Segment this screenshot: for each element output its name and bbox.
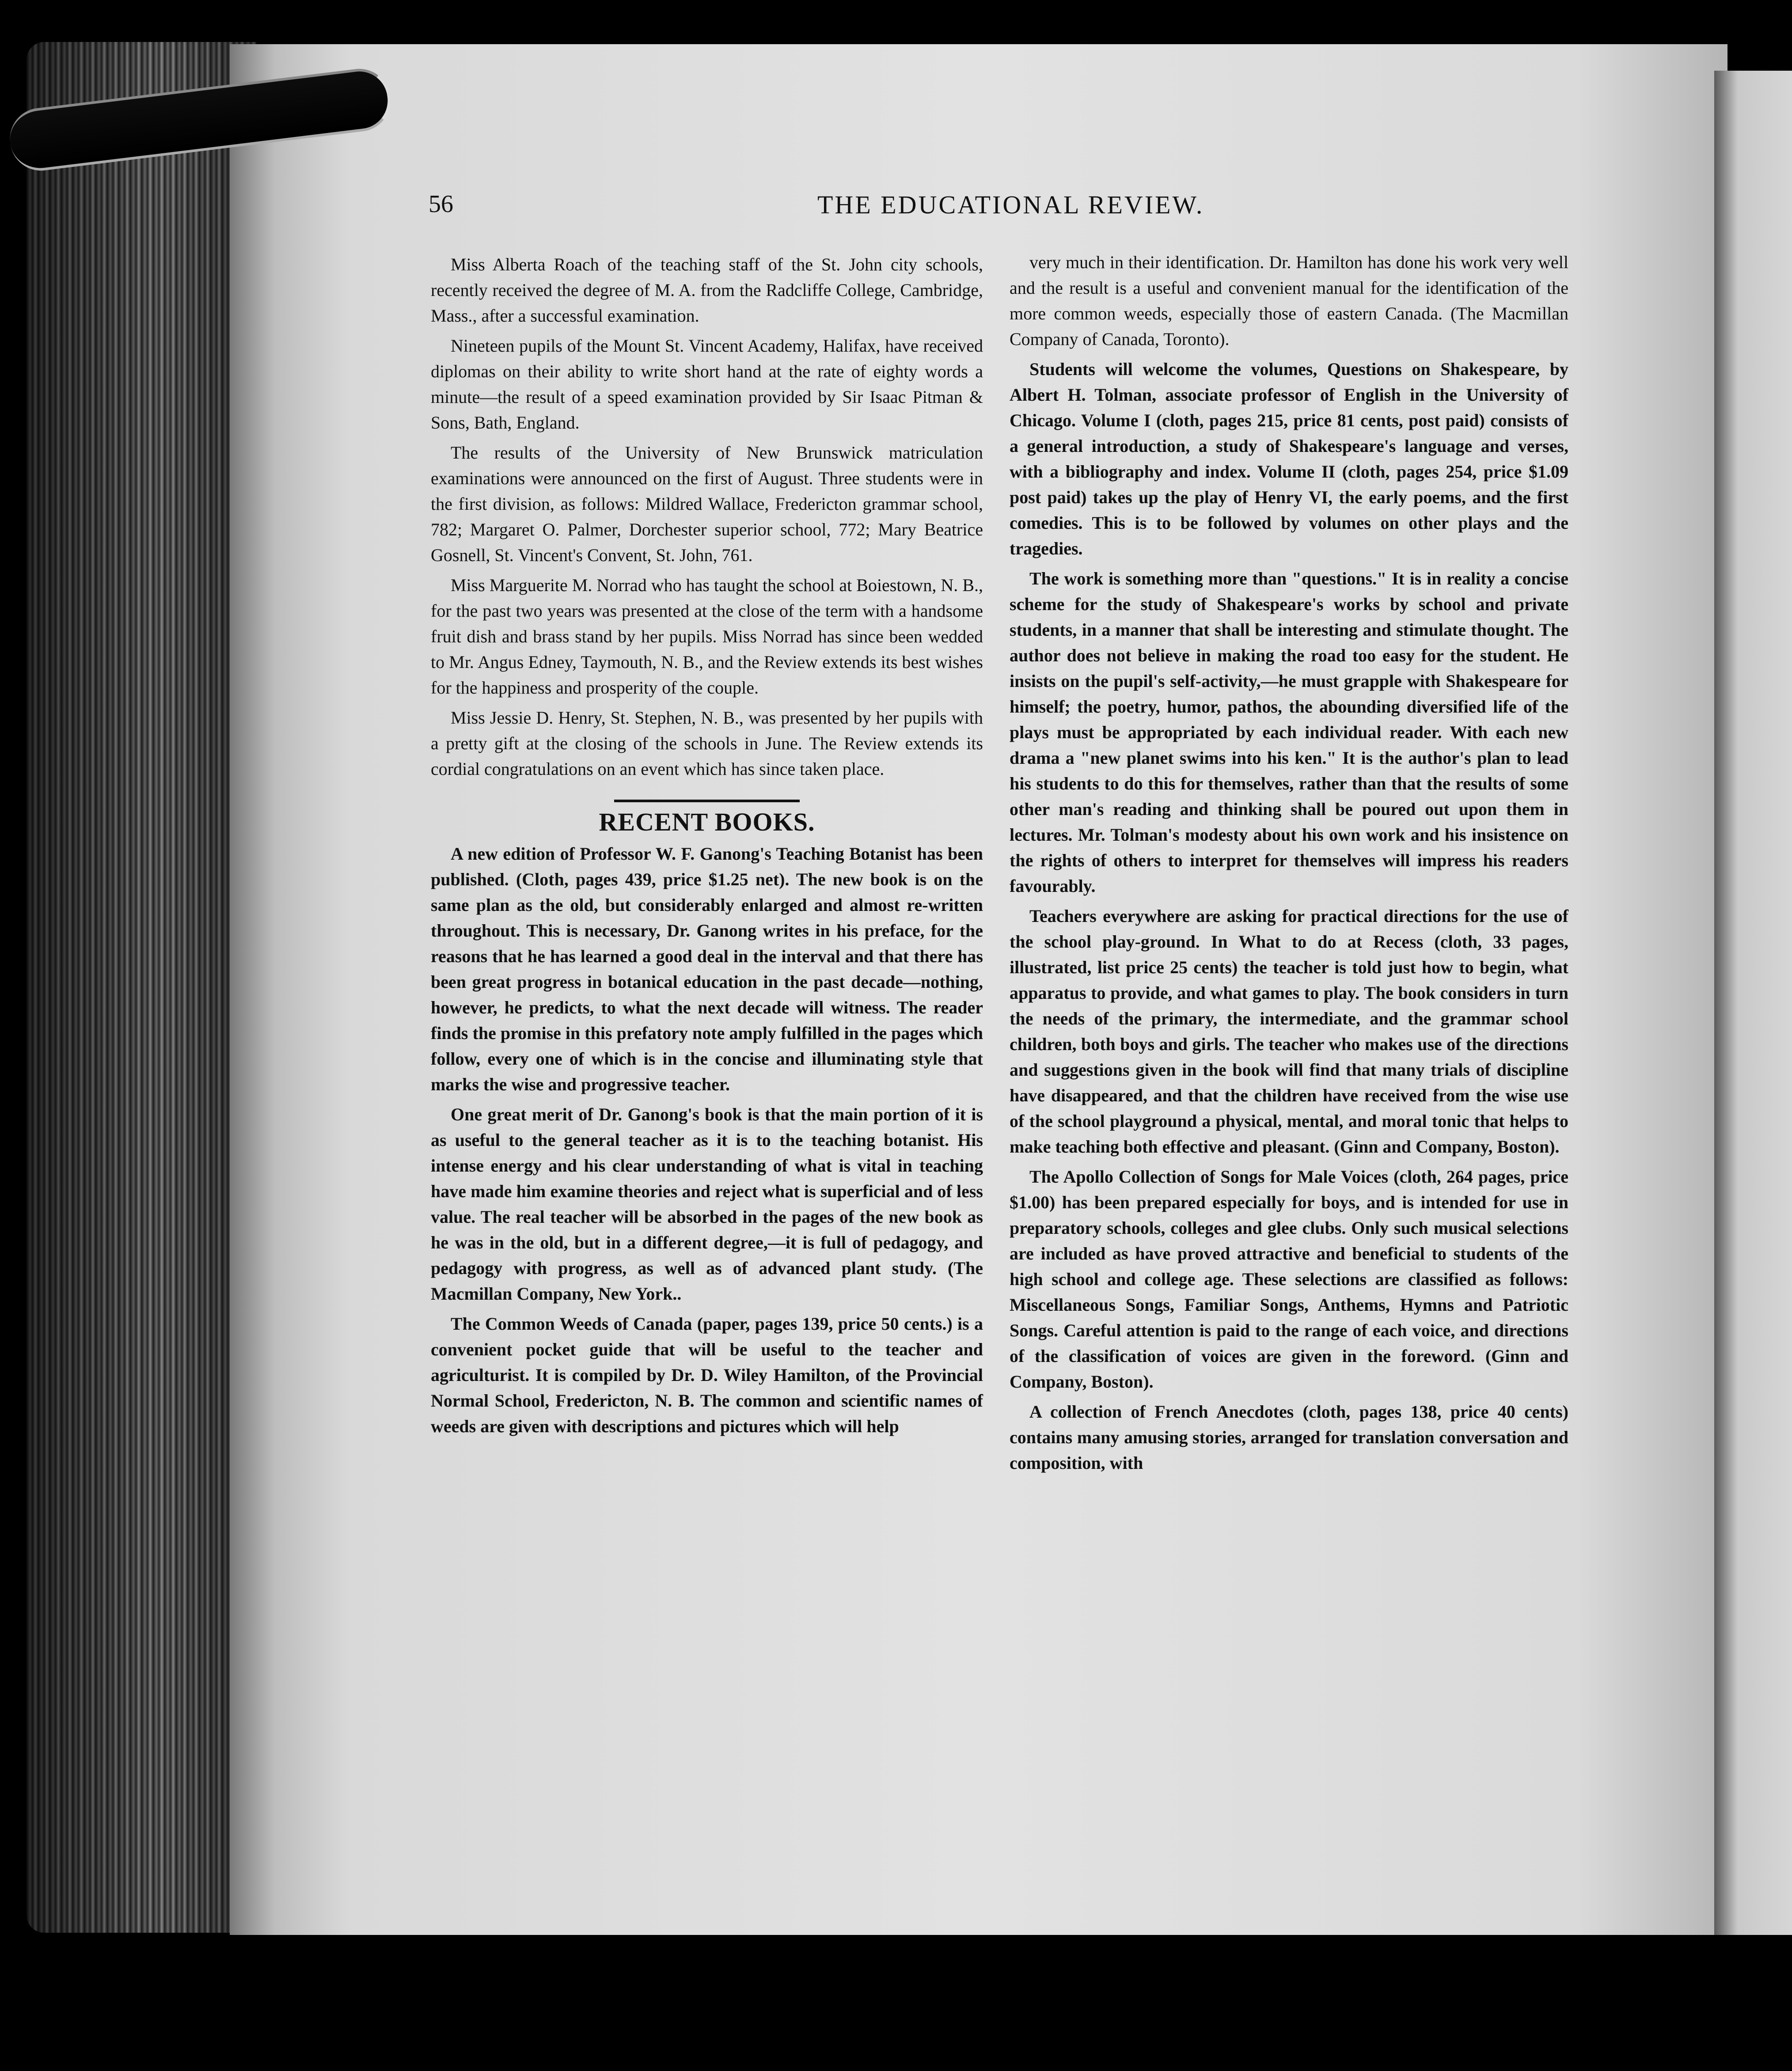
page-number: 56 bbox=[429, 190, 453, 218]
section-title: RECENT BOOKS. bbox=[599, 808, 815, 836]
section-divider bbox=[614, 800, 800, 802]
book-review-paragraph: A new edition of Professor W. F. Ganong's Teaching Botanist has been published. (Cloth, pages 439, price $1.25 net). The new book is on the same plan as the old, but considerably enlarged and almost re-written throughout. This is necessary, Dr. Ganong writes in his preface, for the reasons that he has learned a good deal in the interval and that there has been great progress in botanical education in the past decade—nothing, however, he predicts, to what the next decade will witness. The reader finds the promise in this prefatory note amply fulfilled in the pages which follow, every one of which is in the concise and illuminating style that marks the wise and progressive teacher. bbox=[431, 844, 983, 1094]
bottom-shadow bbox=[230, 1935, 1792, 2071]
book-review-paragraph: very much in their identification. Dr. Hamilton has done his work very well and the result is a useful and convenient manual for the identification of the more common weeds, especially those of eastern Canada. (The Macmillan Company of Canada, Toronto). bbox=[1010, 252, 1568, 349]
left-column bbox=[431, 252, 983, 1444]
book-review-paragraph: One great merit of Dr. Ganong's book is that the main portion of it is as useful to the general teacher as it is to the teaching botanist. His intense energy and his clear understanding of what is vital in teaching have made him examine theories and reject what is superficial and of less value. The real teacher will be absorbed in the pages of the new book as he was in the old, but in a different degree,—it is full of pedagogy, and pedagogy with progress, as well as of advanced plant study. (The Macmillan Company, New York.. bbox=[431, 1104, 983, 1304]
book-review-paragraph: The Common Weeds of Canada (paper, pages 139, price 50 cents.) is a convenient pocket guide that will be useful to the teacher and agriculturist. It is compiled by Dr. D. Wiley Hamilton, of the Provincial Normal School, Fredericton, N. B. The common and scientific names of weeds are given with descriptions and pictures which will help bbox=[431, 1314, 983, 1436]
page-header bbox=[429, 190, 1577, 225]
news-paragraph: Miss Alberta Roach of the teaching staff of the St. John city schools, recently received the degree of M. A. from the Radcliffe College, Cambridge, Mass., after a successful examination. bbox=[431, 254, 983, 326]
news-paragraph: Nineteen pupils of the Mount St. Vincent Academy, Halifax, have received diplomas on their ability to write short hand at the rate of eighty words a minute—the result of a speed examination provided by Sir Isaac Pitman & Sons, Bath, England. bbox=[431, 336, 983, 432]
book-review-paragraph: A collection of French Anecdotes (cloth, pages 138, price 40 cents) contains many amusing stories, arranged for translation conversation and composition, with bbox=[1010, 1402, 1568, 1473]
book-page-edges bbox=[27, 42, 256, 1933]
right-column bbox=[1010, 250, 1568, 1480]
book-review-paragraph: Students will welcome the volumes, Questions on Shakespeare, by Albert H. Tolman, associate professor of English in the University of Chicago. Volume I (cloth, pages 215, price 81 cents, post paid) consists of a general introduction, a study of Shakespeare's language and verses, with a bibliography and index. Volume II (cloth, pages 254, price $1.09 post paid) takes up the play of Henry VI, the early poems, and the first comedies. This is to be followed by volumes on other plays and the tragedies. bbox=[1010, 359, 1568, 558]
facing-page-edge bbox=[1714, 71, 1792, 1970]
book-review-paragraph: The Apollo Collection of Songs for Male Voices (cloth, 264 pages, price $1.00) has been prepared especially for boys, and is intended for use in preparatory schools, colleges and glee clubs. Only such musical selections are included as have proved attractive and beneficial to students of the high school and college age. These selections are classified as follows: Miscellaneous Songs, Familiar Songs, Anthems, Hymns and Patriotic Songs. Careful attention is paid to the range of each voice, and directions of the classification of voices are given in the foreword. (Ginn and Company, Boston). bbox=[1010, 1167, 1568, 1392]
news-paragraph: Miss Marguerite M. Norrad who has taught the school at Boiestown, N. B., for the past two years was presented at the close of the term with a handsome fruit dish and brass stand by her pupils. Miss Norrad has since been wedded to Mr. Angus Edney, Taymouth, N. B., and the Review extends its best wishes for the happiness and prosperity of the couple. bbox=[431, 575, 983, 698]
book-review-paragraph: Teachers everywhere are asking for practical directions for the use of the school play-ground. In What to do at Recess (cloth, 33 pages, illustrated, list price 25 cents) the teacher is told just how to begin, what apparatus to provide, and what games to play. The book considers in turn the needs of the primary, the intermediate, and the grammar school children, both boys and girls. The teacher who makes use of the directions and suggestions given in the book will find that many trials of discipline have disappeared, and that the children have received from the wise use of the school playground a physical, mental, and moral tonic that helps to make teaching both effective and pleasant. (Ginn and Company, Boston). bbox=[1010, 906, 1568, 1157]
news-paragraph: Miss Jessie D. Henry, St. Stephen, N. B., was presented by her pupils with a pretty gift at the closing of the schools in June. The Review extends its cordial congratulations on an event which has since taken place. bbox=[431, 708, 983, 779]
news-paragraph: The results of the University of New Brunswick matriculation examinations were announced on the first of August. Three students were in the first division, as follows: Mildred Wallace, Fredericton grammar school, 782; Margaret O. Palmer, Dorchester superior school, 772; Mary Beatrice Gosnell, St. Vincent's Convent, St. John, 761. bbox=[431, 443, 983, 565]
running-title: THE EDUCATIONAL REVIEW. bbox=[817, 190, 1204, 219]
book-review-paragraph: The work is something more than "questions." It is in reality a concise scheme for the study of Shakespeare's works by school and private students, in a manner that shall be interesting and stimulate thought. The author does not believe in making the road too easy for the student. He insists on the pupil's self-activity,—he must grapple with Shakespeare for himself; the poetry, humor, pathos, the abounding diversified life of the plays must be appropriated by each individual reader. With each new drama a "new planet swims into his ken." It is the author's plan to lead his students to do this for themselves, rather than that the results of some other man's reading and thinking shall be poured out upon them in lectures. Mr. Tolman's modesty about his own work and his insistence on the rights of others to interpret for themselves will impress his readers favourably. bbox=[1010, 569, 1568, 896]
